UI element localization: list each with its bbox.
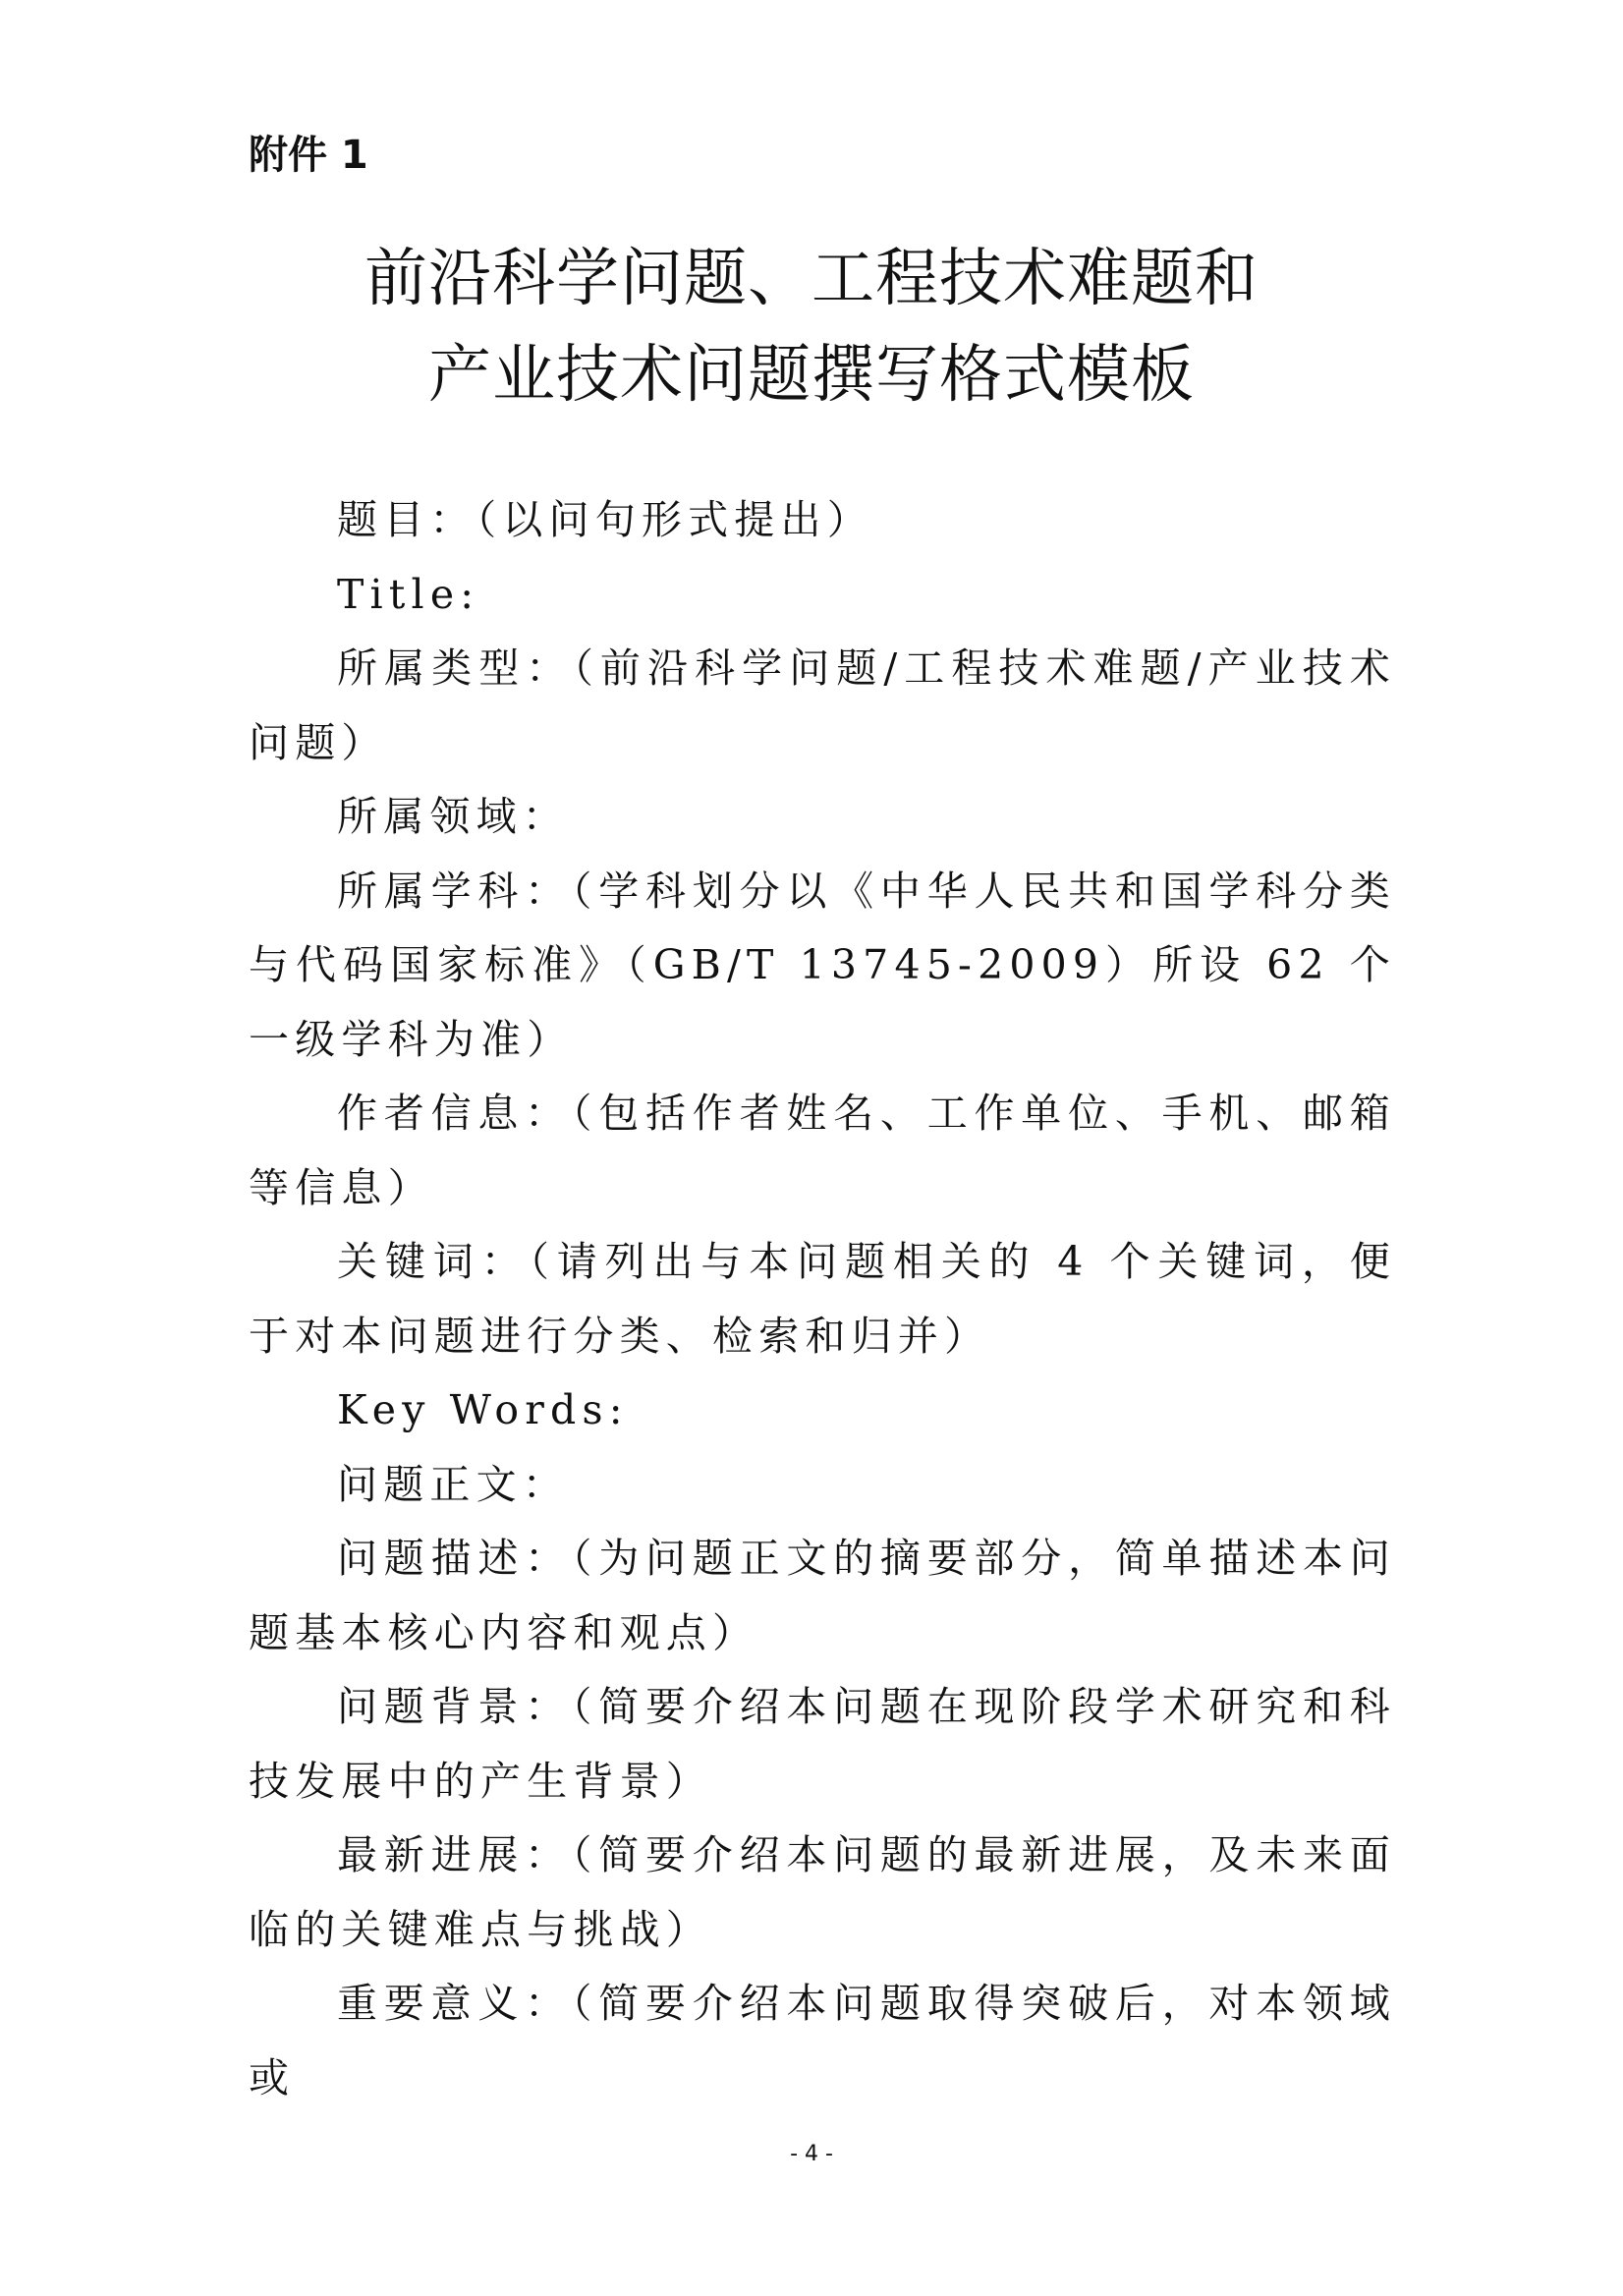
field-author-info: 作者信息：（包括作者姓名、工作单位、手机、邮箱等信息） [249,1090,1396,1211]
field-latest-progress: 最新进展：（简要介绍本问题的最新进展，及未来面临的关键难点与挑战） [249,1831,1396,1953]
field-problem-description: 问题描述：（为问题正文的摘要部分，简单描述本问题基本核心内容和观点） [249,1535,1396,1656]
page-number: - 4 - [790,2142,833,2166]
document-title-line-2: 产业技术问题撰写格式模板 [428,339,1195,412]
field-discipline: 所属学科：（学科划分以《中华人民共和国学科分类与代码国家标准》（GB/T 13745-2009）所设 62 个一级学科为准） [249,867,1396,1063]
field-problem-background: 问题背景：（简要介绍本问题在现阶段学术研究和科技发展中的产生背景） [249,1683,1396,1805]
field-main-text: 问题正文： [337,1460,569,1508]
field-category: 所属类型：（前沿科学问题/工程技术难题/产业技术问题） [249,644,1396,766]
field-domain: 所属领域： [337,793,569,840]
field-keywords-en: Key Words: [337,1386,629,1433]
document-body [249,483,1396,2115]
document-title-line-1: 前沿科学问题、工程技术难题和 [364,243,1259,315]
field-title-en: Title: [337,570,480,618]
field-keywords: 关键词：（请列出与本问题相关的 4 个关键词，便于对本问题进行分类、检索和归并） [249,1238,1396,1360]
attachment-label: 附件 1 [249,133,368,178]
field-topic: 题目：（以问句形式提出） [337,496,873,543]
field-significance: 重要意义：（简要介绍本问题取得突破后，对本领域或 [249,1980,1396,2101]
